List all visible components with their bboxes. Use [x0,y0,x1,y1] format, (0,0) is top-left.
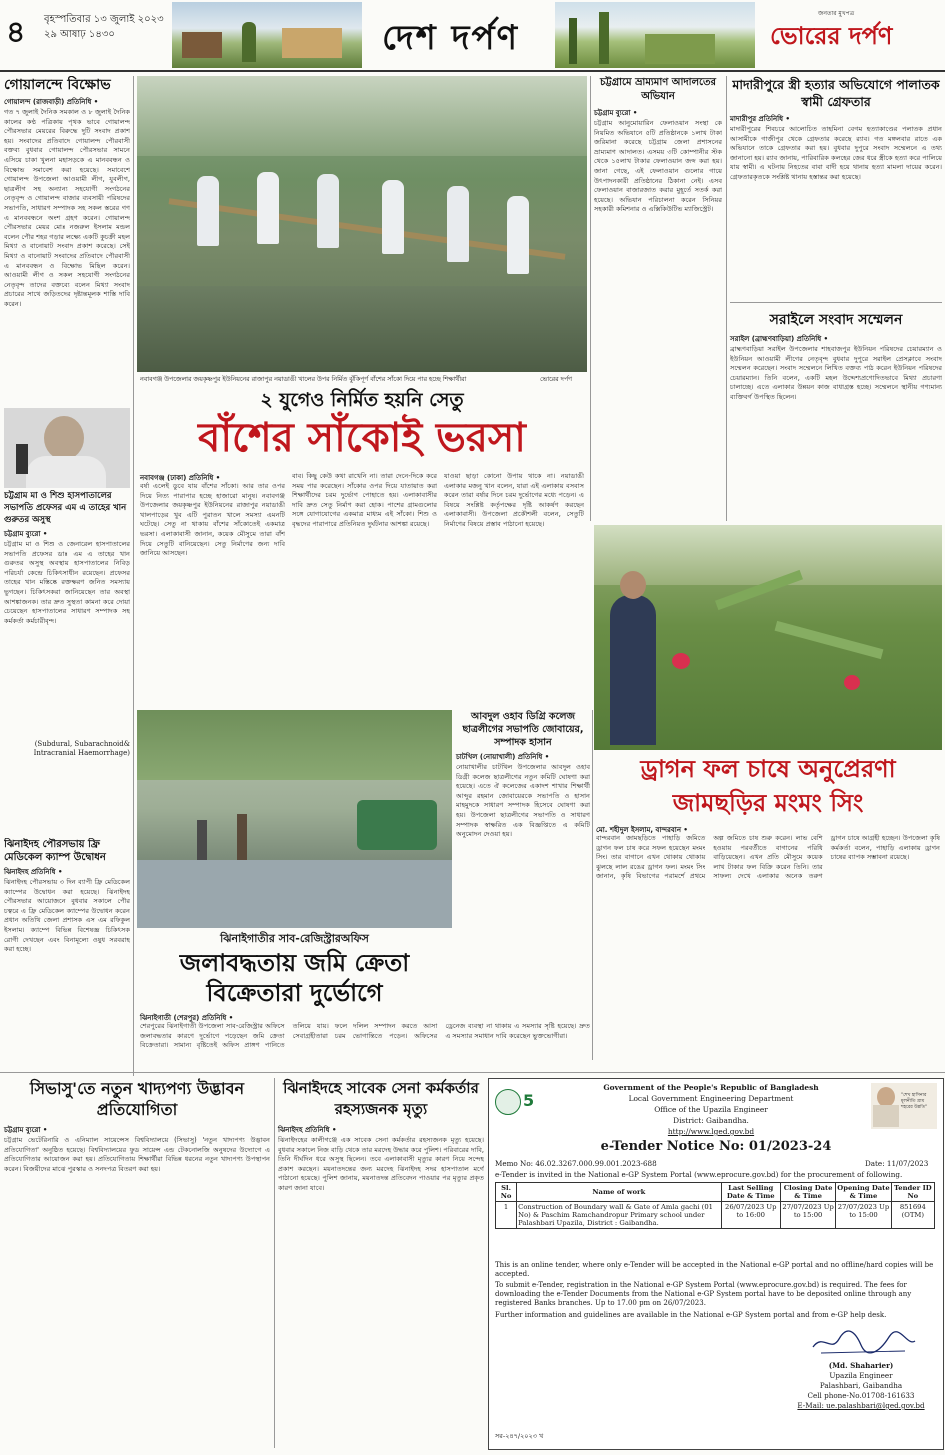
headline: সিভাসু'তে নতুন খাদ্যপণ্য উদ্ভাবন প্রতিযোগিতা [29,1079,245,1119]
gov-line-2: Local Government Engineering Department [628,1094,794,1103]
body-text: চট্টগ্রাম মা ও শিশু ও জেনারেল হাসপাতালের সভাপতি প্রফেসর ডাঃ এম এ তাহের খান গুরুতর অসুস্থ অবস্থায় হাসপাতালের নিবিড় পরিচর্যা কেন্দ্রে চিকিৎসাধীন রয়েছেন। প্রফেসর তাহের খান মস্তিষ্কে রক্তক্ষরণ জনিত সমস্যায় ভুগছেন। চিকিৎসকরা জানিয়েছেন তার অবস্থা আশঙ্কাজনক। তার দ্রুত সুস্থতা কামনা করে দোয়া চেয়েছেন হাসপাতালের সাধারণ সম্পাদক সহ কর্মকর্তা কর্মচারীবৃন্দ। [4,540,130,625]
sign-name: (Md. Shaharier) [828,1361,894,1370]
headline: সরাইলে সংবাদ সম্মেলন [769,312,903,328]
hero-credit: ভোরের দর্পণ [540,376,572,383]
dragon-headline: ড্রাগন ফল চাষে অনুপ্রেরণা জামছড়ির মংমং সিং [640,755,896,817]
byline: ঝিনাইদহ প্রতিনিধি • [4,868,63,876]
masthead [0,0,945,72]
body-text: গত ৭ জুলাই দৈনিক সমকাল ও ৮ জুলাই দৈনিক কালের কণ্ঠ পত্রিকায় পৃথক ভাবে গোয়ালন্দ পৌরসভার মেয়রের বিরুদ্ধে দুটি সংবাদ প্রকাশ হয়। সংবাদের প্রতিবাদে গোয়ালন্দ পৌরবাসী বক্তব্য বুধবার গোয়ালন্দ পৌরসভার সামনে এসিয়ে চাকা খুলনা মহাসড়কে এ মানববন্ধন ও বিক্ষোভ সমাবেশ করা হয়েছে। সমাবেশে গোয়ালন্দ উপজেলা আওয়ামী লীগ, যুবলীগ, ছাত্রলীগ সহ অন্যান্য সহযোগী সংগঠনের নেতৃবৃন্দ ও গোয়ালন্দ বাজার ব্যবসায়ী পরিষদের সভাপতি, সাধারণ সম্পাদক সহ সকল স্তরের গণ এ মানববন্ধনে অংশ গ্রহণ করেন। গোয়ালন্দ পৌরসভার মেয়র মোঃ নজরুল ইসলাম মন্ডল বলেন পৌর শহর গড়ার লক্ষ্যে একটি কুচক্রী মহল মিথ্যা ও বানোয়াট সংবাদ প্রকাশ করেছে। সেই মিথ্যা ও বানোয়াট সংবাদের প্রতিবাদে পৌরবাসী এ মানববন্ধন ও বিক্ষোভ মিছিল করেন। আওয়ামী লীগ ও সকল সহযোগী সংগঠনের নেতৃবৃন্দ তাদের বক্তব্যে বলেন মিথ্যা সংবাদ প্রচারের সাথে জড়িতদের দৃষ্টান্তমূলক শাস্তি দাবি করেন। [4,108,130,308]
body-text: ঝিনাইদহ পৌরসভায় ৩ দিন ব্যাপী ফ্রি মেডিকেল ক্যাম্পের উদ্বোধন করা হয়েছে। ঝিনাইদহ পৌরসভার আয়োজনে বুধবার সকালে পৌর চত্বরে এ ফ্রি মেডিকেল ক্যাম্পের উদ্বোধন করেন প্রধান অতিথি জেলা প্রশাসক এস এম রফিকুল ইসলাম। ক্যাম্পে বিভিন্ন বিশেষজ্ঞ চিকিৎসক রোগী দেখছেন এবং বিনামূল্যে ওষুধ সরবরাহ করা হচ্ছে। [4,878,130,954]
cell: 1 [496,1202,517,1229]
body-text: মাদারীপুরের শিবচরে আলোচিত তাহমিনা বেগম হত্যাকাণ্ডের পলাতক প্রধান আসামীকে গাজীপুর থেকে গ্রেফতার করেছে র‍্যাব। গত মঙ্গলবার রাতে এক অভিযানে তাকে গ্রেফতার করা হয়। বুধবার দুপুরে সংবাদ সম্মেলনে এ তথ্য জানানো হয়। র‍্যাব জানায়, পারিবারিক কলহের জের ধরে স্ত্রীকে হত্যা করে পালিয়ে যায় স্বামী। এ ঘটনায় নিহতের বাবা বাদী হয়ে থানায় হত্যা মামলা দায়ের করেন। গ্রেফতারকৃতকে সংশ্লিষ্ট থানায় হস্তান্তর করা হয়েছে। [730,125,942,181]
jhenaigati-kicker: ঝিনাইগাতীর সাব-রেজিস্ট্রারঅফিস [220,932,369,945]
lged-logo: 5 [495,1085,553,1125]
byline: সরাইল (ব্রাহ্মণবাড়িয়া) প্রতিনিধি • [730,335,829,343]
byline: চট্টগ্রাম ব্যুরো • [594,109,638,117]
jhenaidah-camp-article [4,838,130,1058]
masthead-scene-right [555,2,755,68]
col-header: Closing Date & Time [780,1183,835,1202]
jhenaigati-photo [137,710,452,928]
brand-logo: ভোরের দর্পণ [770,22,893,50]
madaripur-article [730,76,942,298]
col-header: Tender ID No [891,1183,934,1202]
body-text: ব্রাহ্মণবাড়িয়া সরাইল উপজেলার শাহবাজপুর ইউনিয়ন পরিষদের চেয়ারম্যান ও ইউনিয়ন আওয়ামী লীগের নেতৃবৃন্দ বুধবার দুপুরে সরাইল প্রেসক্লাবে সংবাদ সম্মেলন করেছেন। সংবাদ সম্মেলনে লিখিত বক্তব্য পাঠ করেন ইউনিয়ন পরিষদের চেয়ারম্যান। তিনি বলেন, একটি মহল উদ্দেশ্যপ্রণোদিতভাবে মিথ্যা প্রচারণা চালাচ্ছে। এতে এলাকার উন্নয়ন কাজ বাধাগ্রস্ত হচ্ছে। সম্মেলনে স্থানীয় গণ্যমান্য ব্যক্তিবর্গ উপস্থিত ছিলেন। [730,345,942,401]
medical-terms: (Subdural, Subarachnoid& Intracranial Haemorrhage) [33,740,130,757]
tender-title: e-Tender Notice No: 01/2023-24 [600,1139,832,1154]
gov-line-4: District: Gaibandha. [673,1116,749,1125]
body-text: চট্টগ্রাম ভেটেরিনারি ও এনিম্যাল সায়েন্সেস বিশ্ববিদ্যালয়ে (সিভাসু) 'নতুন খাদ্যপণ্য উদ্ভাবন প্রতিযোগিতা' অনুষ্ঠিত হয়েছে। বিশ্ববিদ্যালয়ের ফুড সায়েন্স এন্ড টেকনোলজি অনুষদের উদ্যোগে এ প্রতিযোগিতার আয়োজন করা হয়। প্রতিযোগিতায় শিক্ষার্থীরা বিভিন্ন ধরনের নতুন খাদ্যপণ্য উপস্থাপন করেন। বিজয়ীদের মাঝে পুরস্কার ও সনদপত্র বিতরণ করা হয়। [4,1136,270,1173]
body-text: নোয়াখালীর চাটখিল উপজেলার আবদুল ওহাব ডিগ্রী কলেজ ছাত্রলীগের নতুন কমিটি ঘোষণা করা হয়েছে। এতে ঐ কলেজের একাদশ শাখার শিক্ষার্থী আব্দুর রহমান জোবায়েরকে সভাপতি ও হাসান মাহমুদকে সাধারণ সম্পাদক হিসেবে ঘোষণা করা হয়। উপজেলা ছাত্রলীগের সভাপতি ও সাধারণ সম্পাদক স্বাক্ষরিত এক বিজ্ঞপ্তিতে এ কমিটি অনুমোদন দেওয়া হয়। [456,763,590,839]
pm-caption: "শেখ হাসিনার মূলনীতি গ্রাম শহরের উন্নতি" [901,1093,928,1110]
body-text: চট্টগ্রাম আনুমোয়ারিন ফেলাওয়ান সংস্থা কে নিয়মিত অভিযানে ৫টি প্রতিষ্ঠানকে ১লাখ টাকা জরিমানা করেছে চট্টগ্রাম জেলা প্রশাসনের ভ্রাম্যমাণ আদালত। এসময় ৩টি কোম্পানীর স্টক থেকে ১৫লাখ টাকার ফেলাওয়ান জব্দ করা হয়। জানা গেছে, এই ফেলাওয়ান গুলোর গায়ে উৎপাদনকারী প্রতিষ্ঠানের ঠিকানা নেই। এসব ফেলাওয়ান বাজারজাত করার মুহূর্তে সতর্ক করা হয়েছে। অভিযান পরিচালনা করেন সিনিয়র সহকারী কমিশনার ও এক্সিকিউটিভ ম্যাজিস্ট্রেট। [594,119,722,214]
byline: চট্টগ্রাম ব্যুরো • [4,530,48,538]
college-article [456,710,590,1060]
signature [809,1327,919,1359]
col-header: Sl. No [496,1183,517,1202]
hero-col-3: যাওয়া ছাড়া কোনো উপায় থাকে না। নয়াডাঙী এলাকার মজনু খান বলেন, যারা এই এলাকায় বসবাস করেন তারা বর্ষার দিনে চরম দুর্ভোগের মধ্যে পড়েন। এ বিষয়ে সংশ্লিষ্ট কর্তৃপক্ষের দৃষ্টি আকর্ষণ করছেন এলাকাবাসী। উপজেলা প্রকৌশলী বলেন, সেতুটি নির্মাণের বিষয়ে প্রস্তাব পাঠানো হয়েছে। [444,472,584,528]
hero-col-1: বর্ষা এলেই ডুবে যায় বাঁশের সাঁকো। আর তার ওপর দিয়ে নিত্য পারাপার হচ্ছে হাজারো মানুষ। নবাবগঞ্জ উপজেলার জয়কৃষ্ণপুর ইউনিয়নের রাজাপুর নয়াডাঙী খালপাড়ের খুব এটি পুরাতন খালে সমস্যা এমনটি ঘটেছে। সেতু না থাকায় বাঁশের সাঁকোতেই একমাত্র ভরসা। এলাকাবাসী জানান, কয়েক মৌসুমে তারা বাঁশ দিয়ে সেতুটি বানিয়েছেন। সেতু নির্মাণের জন্য দাবি জানিয়ে আসছেন। [140,482,285,558]
cell: 26/07/2023 Up to 16:00 [721,1202,780,1229]
date-line-1: বৃহস্পতিবার ১৩ জুলাই ২০২৩ [44,14,164,25]
sign-email-link[interactable]: E-Mail: ue.palashbari@lged.gov.bd [797,1401,925,1410]
col-header: Last Selling Date & Time [721,1183,780,1202]
hero-kicker: ২ যুগেও নির্মিত হয়নি সেতু [260,389,464,411]
mohonbe-article [594,76,722,521]
gov-line-3: Office of the Upazila Engineer [654,1105,768,1114]
jhenaigati-headline: জলাবদ্ধতায় জমি ক্রেতা বিক্রেতারা দুর্ভোগে [179,949,410,1007]
col-header: Opening Date & Time [837,1184,890,1200]
headline: চট্টগ্রাম মা ও শিশু হাসপাতালের সভাপতি প্রফেসর এম এ তাহের খান গুরুতর অসুস্থ [4,491,127,525]
hero-col-2: বাব। কিছু কেউ কথা রাখেনি না। তারা দেনে-দিকে করে সময় পার করেছেন। সাঁকোর ওপর দিয়ে যাতায়াত করা শিক্ষার্থীদের চরম দুর্ভোগ পোহাতে হয়। এলাকাবাসীর দাবি দ্রুত সেতু নির্মাণ করা হোক। পাশের গ্রামগুলোর সঙ্গে যোগাযোগের একমাত্র মাধ্যম এই সাঁকো। শিশু ও বৃদ্ধদের পারাপারে প্রতিনিয়ত দুর্ঘটনার আশঙ্কা রয়েছে। [292,472,437,528]
tender-foot-2: To submit e-Tender, registration in the National e-GP System Portal (www.eprocure.gov.bd) is required. The fees for downloading the e-Tender Documents from the National e-GP System portal have to be deposited online through any registered Banks branches. Up to 17.00 pm on 26/07/2023. [495,1281,912,1307]
hero-byline: নবাবগঞ্জ (ঢাকা) প্রতিনিধি • [140,474,221,482]
table-header-row [496,1183,935,1202]
page-number: ৪ [6,15,26,50]
byline: ঝিনাইদহ প্রতিনিধি • [278,1126,337,1134]
col-header: Name of work [517,1183,721,1202]
headline: ঝিনাইদহ পৌরসভায় ফ্রি মেডিকেল ক্যাম্প উদ্বোধন [4,839,106,863]
cell: 851694 (OTM) [891,1202,934,1229]
sign-title-1: Upazila Engineer [829,1371,893,1380]
section-title: দেশ দর্পণ [382,18,520,58]
jhenaigati-body: শেরপুরের ঝিনাইগাতী উপজেলা সাব-রেজিস্ট্রার অফিসে জলাবদ্ধতার কারণে দুর্ভোগে পড়েছেন জমি ক্রেতা বিক্রেতারা। সামান্য বৃষ্টিতেই অফিস প্রাঙ্গণ পানিতে তলিয়ে যায়। ফলে দলিল সম্পাদন করতে আসা সেবাগ্রহীতারা চরম ভোগান্তিতে পড়েন। অফিসের ড্রেনেজ ব্যবস্থা না থাকায় এ সমস্যার সৃষ্টি হয়েছে। দ্রুত এ সমস্যার সমাধান দাবি করেছেন ভুক্তভোগীরা। [140,1022,590,1050]
memo-date: Date: 11/07/2023 [865,1159,929,1168]
brand-small: জনতার মুখপত্র [818,10,855,17]
byline: মাদারীপুর প্রতিনিধি • [730,115,791,123]
dragon-byline: মো. শহীদুল ইসলাম, বান্দরবান • [596,826,688,834]
byline: চাটখিল (নোয়াখালী) প্রতিনিধি • [456,753,550,761]
hero-headline: বাঁশের সাঁকোই ভরসা [198,415,526,461]
ctg-hospital-article [4,490,130,800]
headline: চট্টগ্রামে ভ্রাম্যমাণ আদালতের অভিযান [599,77,717,102]
headline: আবদুল ওহাব ডিগ্রি কলেজ ছাত্রলীগের সভাপতি জোবায়ের, সম্পাদক হাসান [462,711,584,748]
tender-table [495,1182,935,1229]
body-text: ঝিনাইদহের কালীগঞ্জে এক সাবেক সেনা কর্মকর্তার রহস্যজনক মৃত্যু হয়েছে। বুধবার সকালে নিজ বাড়ি থেকে তার মরদেহ উদ্ধার করে পুলিশ। পরিবারের দাবি, তিনি দীর্ঘদিন ধরে অসুস্থ ছিলেন। তবে এলাকাবাসী মৃত্যুর কারণ নিয়ে সন্দেহ প্রকাশ করছেন। ময়নাতদন্তের জন্য মরদেহ ঝিনাইদহ সদর হাসপাতাল মর্গে পাঠানো হয়েছে। পুলিশ জানায়, ময়নাতদন্ত প্রতিবেদন পাওয়ার পর মৃত্যুর প্রকৃত কারণ জানা যাবে। [278,1136,484,1192]
memo-no: Memo No: 46.02.3267.000.99.001.2023-688 [495,1159,657,1168]
cvasu-article [4,1078,270,1448]
tender-foot-1: This is an online tender, where only e-Tender will be accepted in the National e-GP portal and no offline/hard copies will be accepted. [495,1261,934,1278]
headline: গোয়ালন্দে বিক্ষোভ [4,77,111,93]
tender-notice [488,1078,944,1450]
jhenaigati-byline: ঝিনাইগাতী (শেরপুর) প্রতিনিধি • [140,1014,234,1022]
tender-foot-3: Further information and guidelines are available in the National e-GP System portal and from e-GP help desk. [495,1311,887,1319]
pm-portrait [871,1083,937,1129]
table-row [496,1202,935,1229]
headline: ঝিনাইদহে সাবেক সেনা কর্মকর্তার রহস্যজনক মৃত্যু [283,1079,479,1118]
cell: Construction of Boundary wall & Gate of Amla gachi (01 No) & Paschim Ramchandropur Primary school under Palashbari Upazila, District : Gaibandha. [517,1202,721,1229]
sarail-article [730,310,942,520]
headline: মাদারীপুরে স্ত্রী হত্যার অভিযোগে পালাতক স্বামী গ্রেফতার [732,77,940,109]
byline: চট্টগ্রাম ব্যুরো • [4,1126,48,1134]
gov-url-link[interactable]: http://www.lged.gov.bd [667,1127,755,1136]
sign-cell: Cell phone-No.01708-161633 [807,1391,915,1400]
date-line-2: ২৯ আষাঢ় ১৪৩০ [44,29,115,40]
byline: গোয়ালন্দ (রাজবাড়ী) প্রতিনিধি • [4,98,99,106]
hero-caption: নবাবগঞ্জ উপজেলার জয়কৃষ্ণপুর ইউনিয়নের রাজাপুর নয়াডাঙী খালের উপর নির্মিত ঝুঁকিপূর্ণ বাঁশের সাঁকো দিয়ে পার হচ্ছে শিক্ষার্থীরা [140,376,467,383]
masthead-scene-left [172,2,362,68]
hero-photo [137,76,587,372]
sign-title-2: Palashbari, Gaibandha [819,1381,903,1390]
gd-ref: সর-২৪৭/২০২৩ খ [495,1432,544,1440]
army-death-article [278,1078,484,1448]
portrait-photo [4,408,130,488]
tender-intro: e-Tender is invited in the National e-GP System Portal (www.eprocure.gov.bd) for the procurement of following. [495,1170,903,1179]
cell: 27/07/2023 Up to 15:00 [836,1202,891,1229]
dragon-body: বান্দরবান জামছড়িতে পাহাড়ি জমিতে ড্রাগন ফল চাষ করে সফল হয়েছেন মংমং সিং। তার বাগানে এখন থোকায় থোকায় ঝুলছে লাল রঙের ড্রাগন ফল। মংমং সিং জানান, কৃষি বিভাগের পরামর্শে প্রথমে অল্প জমিতে চাষ শুরু করেন। লাভ বেশি হওয়ায় পরবর্তীতে বাগানের পরিধি বাড়িয়েছেন। এখন প্রতি মৌসুমে কয়েক লাখ টাকার ফল বিক্রি করেন তিনি। তার সাফল্য দেখে এলাকার অনেক তরুণ ড্রাগন চাষে আগ্রহী হচ্ছেন। উপজেলা কৃষি কর্মকর্তা বলেন, পাহাড়ি এলাকায় ড্রাগন চাষের ব্যাপক সম্ভাবনা রয়েছে। [596,834,940,881]
dragon-photo [594,525,942,750]
gov-line-1: Government of the People's Republic of Bangladesh [603,1083,819,1092]
cell: 27/07/2023 Up to 15:00 [780,1202,835,1229]
